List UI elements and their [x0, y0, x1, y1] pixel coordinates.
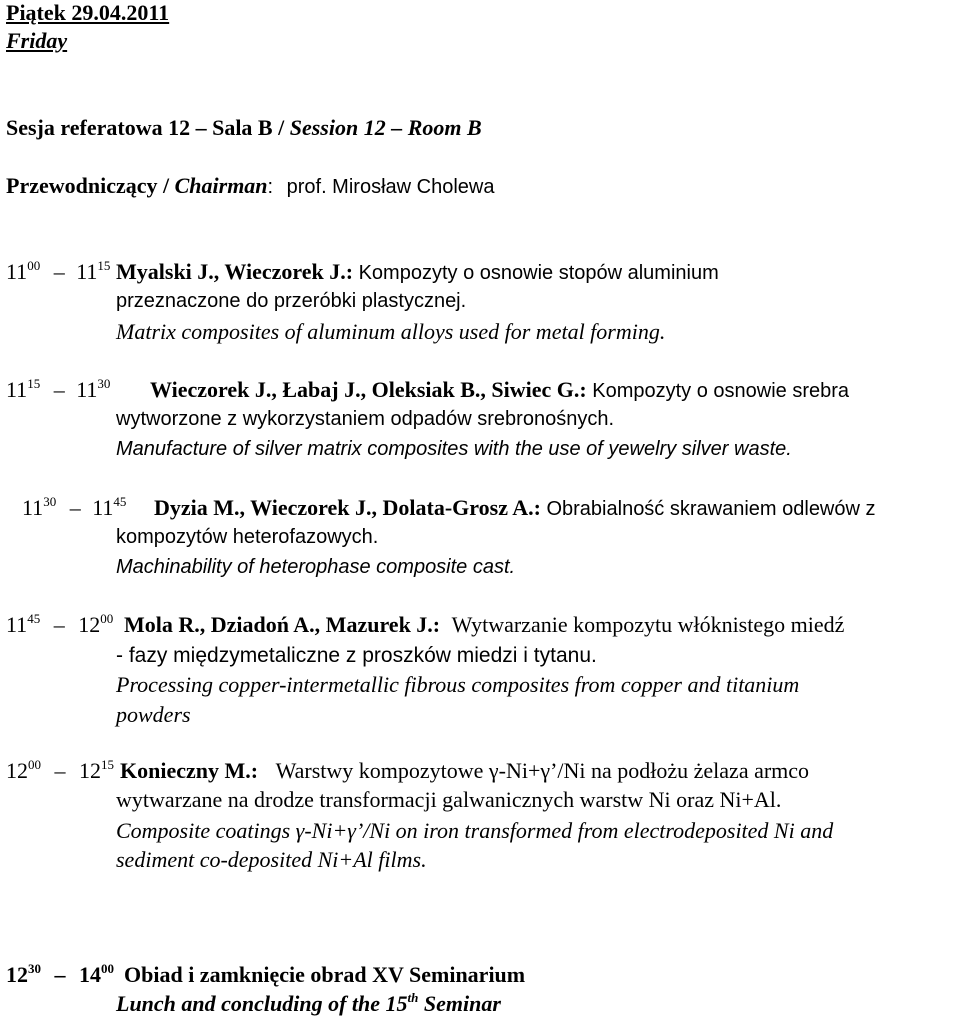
talk-2-title-pl-1: Kompozyty o osnowie srebra [592, 380, 850, 402]
talk-5-authors: Konieczny M.: [120, 758, 259, 783]
talk-3-title-en: Machinability of heterophase composite cast. [116, 556, 516, 578]
talk-3-title-pl-1: Obrabialność skrawaniem odlewów z [546, 498, 876, 520]
time-start-hour: 11 [6, 612, 28, 637]
talk-3-authors: Dyzia M., Wieczorek J., Dolata-Grosz A.: [154, 495, 541, 520]
chair-label-english: Chairman [174, 173, 268, 198]
time-end-min: 45 [113, 494, 127, 509]
time-start-min: 30 [43, 494, 57, 509]
closing-english-text: Lunch and concluding of the 15 [116, 991, 408, 1016]
talk-3-line1 [154, 497, 876, 519]
time-end-min: 00 [101, 961, 114, 976]
talk-2-line1 [150, 379, 849, 401]
date-english: Friday [6, 28, 68, 53]
talk-5-title-en-2: sediment co-deposited Ni+Al films. [116, 847, 427, 872]
talk-4-title-pl-1: Wytwarzanie kompozytu włóknistego miedź [451, 612, 845, 637]
date-polish: Piątek 29.04.2011 [6, 0, 170, 25]
closing-polish: Obiad i zamknięcie obrad XV Seminarium [124, 962, 526, 987]
time-end-min: 30 [97, 376, 111, 391]
chair-colon: : [267, 176, 274, 198]
closing-english-sup: th [407, 990, 419, 1005]
closing-english-end: Seminar [418, 991, 501, 1016]
chair-label-polish: Przewodniczący / [6, 173, 175, 198]
time-start-min: 15 [27, 376, 41, 391]
talk-1-line1 [116, 261, 719, 283]
time-end-hour: 12 [79, 758, 101, 783]
talk-1-time: $11^{00} - 11^{15}$ [6, 258, 111, 284]
talk-4-title-en-1: Processing copper-intermetallic fibrous composites from copper and titanium [116, 672, 800, 697]
time-start-hour: 11 [6, 259, 28, 284]
talk-3-time: $11^{30} - 11^{45}$ [22, 494, 127, 520]
time-end-hour: 11 [76, 377, 98, 402]
time-start-min: 30 [28, 961, 41, 976]
talk-2-time: $11^{15} - 11^{30}$ [6, 376, 111, 402]
time-start-hour: 11 [6, 377, 28, 402]
chair-name: prof. Mirosław Cholewa [286, 176, 495, 198]
time-start-min: 00 [27, 258, 41, 273]
chair-line [6, 175, 494, 197]
talk-4-line1 [124, 614, 844, 636]
session-english: Session 12 – Room B [289, 115, 482, 140]
talk-5-title-pl-1: Warstwy kompozytowe γ-Ni+γ’/Ni na podłożu żelaza armco [275, 758, 810, 783]
talk-4-title-en-2: powders [116, 702, 191, 727]
talk-1-title-en: Matrix composites of aluminum alloys used for metal forming. [116, 319, 666, 344]
session-polish: Sesja referatowa 12 – Sala B / [6, 115, 290, 140]
time-start-min: 45 [27, 611, 41, 626]
time-start-hour: 12 [6, 758, 28, 783]
closing-time: $12^{30} - 14^{00}$ [6, 961, 114, 987]
talk-1-title-pl-2: przeznaczone do przeróbki plastycznej. [116, 290, 467, 312]
time-end-hour: 11 [92, 495, 114, 520]
talk-5-time: $12^{00} - 12^{15}$ [6, 757, 114, 783]
talk-5-title-en-1: Composite coatings γ-Ni+γ’/Ni on iron transformed from electrodeposited Ni and [116, 818, 834, 843]
time-end-min: 00 [100, 611, 114, 626]
time-end-min: 15 [101, 757, 114, 772]
time-start-hour: 11 [22, 495, 44, 520]
session-line [6, 117, 482, 139]
talk-2-title-pl-2: wytworzone z wykorzystaniem odpadów srebronośnych. [116, 408, 614, 430]
talk-5-title-pl-2: wytwarzane na drodze transformacji galwanicznych warstw Ni oraz Ni+Al. [116, 787, 782, 812]
talk-2-authors: Wieczorek J., Łabaj J., Oleksiak B., Siwiec G.: [150, 377, 587, 402]
talk-4-authors: Mola R., Dziadoń A., Mazurek J.: [124, 612, 441, 637]
time-end-hour: 14 [79, 962, 101, 987]
time-start-hour: 12 [6, 962, 28, 987]
talk-2-title-en: Manufacture of silver matrix composites with the use of yewelry silver waste. [116, 438, 792, 460]
talk-4-time: $11^{45} - 12^{00}$ [6, 611, 114, 637]
time-end-min: 15 [97, 258, 111, 273]
closing-english [116, 990, 501, 1016]
talk-3-title-pl-2: kompozytów heterofazowych. [116, 526, 379, 548]
time-end-hour: 12 [78, 612, 101, 637]
talk-5-line1 [120, 760, 809, 782]
time-start-min: 00 [28, 757, 41, 772]
talk-1-title-pl-1: Kompozyty o osnowie stopów aluminium [358, 262, 719, 284]
talk-1-authors: Myalski J., Wieczorek J.: [116, 259, 354, 284]
time-end-hour: 11 [76, 259, 98, 284]
talk-4-title-pl-2: - fazy międzymetaliczne z proszków miedzi i tytanu. [116, 644, 597, 667]
